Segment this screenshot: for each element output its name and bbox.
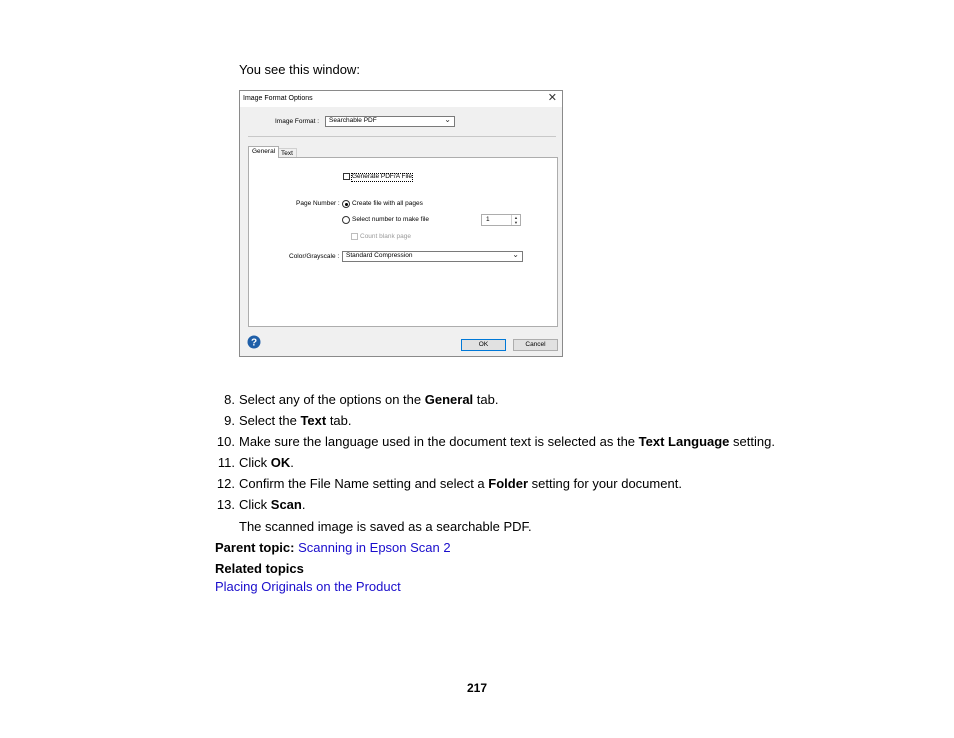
tab-text[interactable]: Text bbox=[277, 148, 297, 158]
close-icon[interactable]: ✕ bbox=[547, 92, 557, 104]
step-number: 11. bbox=[217, 455, 235, 470]
step-number: 12. bbox=[216, 476, 235, 491]
radio-select-number[interactable] bbox=[342, 216, 350, 224]
related-topic-link[interactable]: Placing Originals on the Product bbox=[215, 579, 401, 594]
page-number: 217 bbox=[466, 681, 488, 695]
dialog-title: Image Format Options bbox=[243, 95, 313, 102]
count-blank-checkbox[interactable] bbox=[351, 233, 358, 240]
image-format-value: Searchable PDF bbox=[329, 117, 377, 124]
generate-pdfa-label: Generate PDF/A File bbox=[352, 173, 412, 180]
divider bbox=[248, 136, 556, 137]
intro-text: You see this window: bbox=[239, 62, 360, 77]
page-count-stepper[interactable] bbox=[481, 214, 521, 226]
chevron-down-icon: ⌄ bbox=[512, 250, 519, 259]
image-format-select[interactable] bbox=[325, 116, 455, 127]
generate-pdfa-checkbox[interactable] bbox=[343, 173, 350, 180]
step-text: Confirm the File Name setting and select a Folder setting for your document. bbox=[239, 476, 682, 491]
ok-button[interactable]: OK bbox=[461, 339, 506, 351]
radio-create-all-pages-label: Create file with all pages bbox=[352, 200, 423, 207]
help-symbol: ? bbox=[250, 337, 258, 349]
tab-general[interactable]: General bbox=[248, 146, 279, 158]
chevron-down-icon: ⌄ bbox=[444, 115, 451, 124]
count-blank-label: Count blank page bbox=[360, 233, 411, 240]
step-text: Click Scan. bbox=[239, 497, 306, 512]
cancel-button[interactable]: Cancel bbox=[513, 339, 558, 351]
step-text: Click OK. bbox=[239, 455, 294, 470]
parent-topic-link[interactable]: Scanning in Epson Scan 2 bbox=[298, 540, 451, 555]
step-text: Select any of the options on the General tab. bbox=[239, 392, 499, 407]
help-icon[interactable] bbox=[247, 335, 261, 349]
step-number: 9. bbox=[224, 413, 235, 428]
step-text: Make sure the language used in the document text is selected as the Text Language setting. bbox=[239, 434, 775, 449]
parent-topic-label: Parent topic: bbox=[215, 540, 295, 555]
step-text: Select the Text tab. bbox=[239, 413, 352, 428]
step-number: 13. bbox=[216, 497, 235, 512]
radio-create-all-pages[interactable] bbox=[342, 200, 350, 208]
parent-topic bbox=[215, 540, 451, 555]
color-grayscale-select[interactable] bbox=[342, 251, 523, 262]
dialog-titlebar bbox=[240, 91, 562, 107]
image-format-label: Image Format : bbox=[275, 118, 320, 125]
general-tab-panel bbox=[248, 157, 558, 327]
result-text: The scanned image is saved as a searchable PDF. bbox=[239, 519, 532, 534]
step-number: 10. bbox=[216, 434, 235, 449]
page-count-value: 1 bbox=[486, 216, 490, 223]
related-topics-heading: Related topics bbox=[215, 561, 304, 576]
image-format-options-dialog bbox=[239, 90, 563, 357]
stepper-arrows-icon[interactable]: ▲ ▼ bbox=[511, 215, 520, 225]
step-number: 8. bbox=[224, 392, 235, 407]
color-grayscale-label: Color/Grayscale : bbox=[289, 253, 340, 260]
page-number-label: Page Number : bbox=[296, 200, 340, 207]
color-grayscale-value: Standard Compression bbox=[346, 252, 413, 259]
radio-select-number-label: Select number to make file bbox=[352, 216, 429, 223]
